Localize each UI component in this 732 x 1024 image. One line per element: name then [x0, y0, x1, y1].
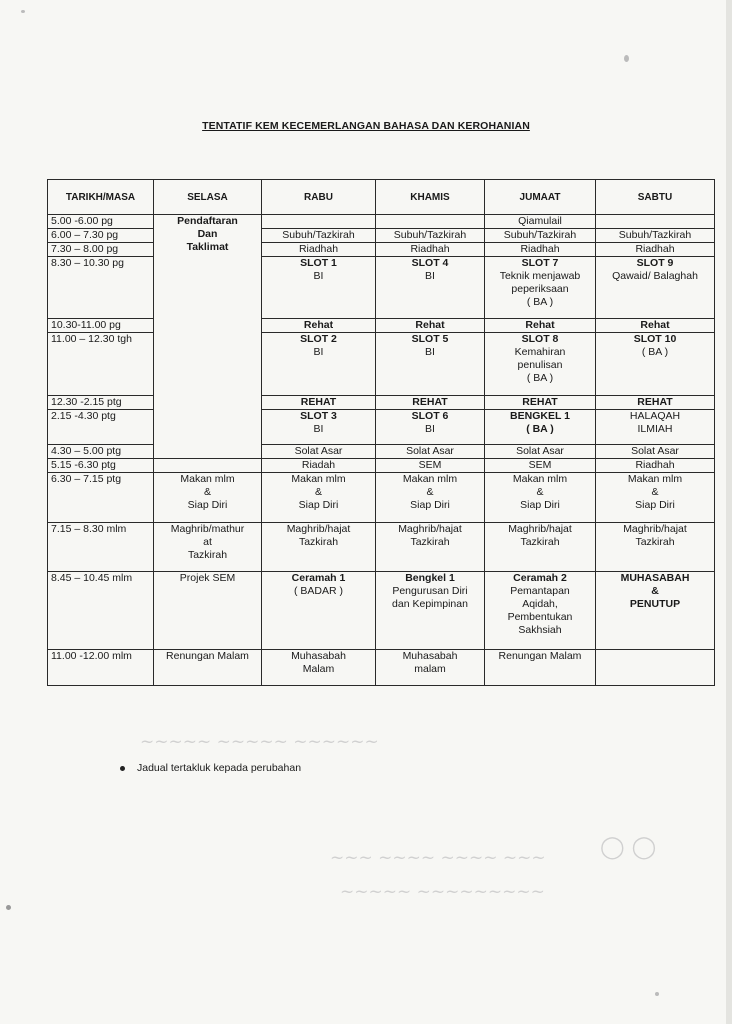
table-row [48, 410, 715, 445]
time-cell: 11.00 -12.00 mlm [48, 650, 154, 686]
cell-line: Maghrib/hajat [623, 523, 687, 535]
cell-line: Rehat [525, 319, 555, 331]
schedule-cell [262, 473, 376, 523]
schedule-cell [262, 229, 376, 243]
schedule-cell [485, 459, 596, 473]
cell-line: Tazkirah [298, 536, 339, 548]
cell-line: Tazkirah [410, 536, 450, 548]
cell-line: & [203, 486, 211, 498]
cell-line: Subuh/Tazkirah [393, 229, 467, 241]
cell-line: Muhasabah [291, 650, 346, 662]
cell-line: Riadhah [635, 459, 675, 471]
schedule-cell [262, 459, 376, 473]
cell-line: SLOT 5 [411, 333, 449, 345]
cell-line: Maghrib/mathur [170, 523, 245, 535]
table-row [48, 215, 715, 229]
schedule-cell [262, 650, 376, 686]
footnote-text: Jadual tertakluk kepada perubahan [137, 762, 302, 774]
cell-line: & [651, 486, 659, 498]
time-cell: 12.30 -2.15 ptg [48, 396, 154, 410]
schedule-cell [376, 257, 485, 319]
cell-line: Makan mlm [627, 473, 683, 485]
schedule-cell [596, 523, 715, 572]
schedule-cell [262, 215, 376, 229]
cell-line: Maghrib/hajat [398, 523, 462, 535]
bleed-through-scribble: ~~~ ~~~~ ~~~~ ~~~ [330, 848, 546, 868]
cell-line: SEM [418, 459, 442, 471]
cell-line: Pemantapan [510, 585, 570, 597]
time-cell: 8.30 – 10.30 pg [48, 257, 154, 319]
header-cell: TARIKH/MASA [48, 180, 154, 215]
cell-line: Riadhah [410, 243, 450, 255]
cell-line: Aqidah, [522, 598, 558, 610]
time-cell: 7.15 – 8.30 mlm [48, 523, 154, 572]
cell-line: REHAT [522, 396, 558, 408]
schedule-cell [485, 396, 596, 410]
cell-line: Makan mlm [180, 473, 235, 485]
table-row [48, 396, 715, 410]
schedule-cell [376, 215, 485, 229]
bleed-through-scribble: ◯ ◯ [600, 835, 657, 860]
bullet-icon [120, 766, 125, 771]
schedule-cell [262, 396, 376, 410]
schedule-cell [485, 243, 596, 257]
table-row [48, 459, 715, 473]
cell-line: Bengkel 1 [405, 572, 455, 584]
cell-line: Siap Diri [635, 499, 675, 511]
schedule-cell [485, 257, 596, 319]
cell-line: Pendaftaran [177, 215, 238, 227]
cell-line: Riadah [301, 459, 336, 471]
schedule-table [47, 179, 715, 686]
time-cell: 5.00 -6.00 pg [48, 215, 154, 229]
schedule-cell [596, 445, 715, 459]
schedule-cell [262, 333, 376, 396]
cell-line: penulisan [517, 359, 563, 371]
schedule-cell [596, 650, 715, 686]
cell-line: HALAQAH [629, 410, 681, 422]
cell-line: Siap Diri [520, 499, 560, 511]
cell-line: REHAT [300, 396, 337, 408]
cell-line: Riadhah [520, 243, 560, 255]
schedule-cell [376, 650, 485, 686]
cell-line: Siap Diri [410, 499, 450, 511]
paper-speck [21, 10, 25, 13]
paper-speck [655, 992, 659, 996]
schedule-cell [485, 229, 596, 243]
schedule-cell [262, 410, 376, 445]
cell-line: Qiamulail [518, 215, 562, 227]
cell-line: Dan [197, 228, 218, 240]
cell-line: Ceramah 1 [291, 572, 346, 584]
cell-line: BI [425, 423, 435, 435]
cell-line: Subuh/Tazkirah [618, 229, 692, 241]
schedule-cell [596, 572, 715, 650]
cell-line: BI [313, 423, 324, 435]
table-row [48, 650, 715, 686]
cell-line: REHAT [412, 396, 448, 408]
cell-line: SLOT 10 [633, 333, 677, 345]
schedule-cell [376, 396, 485, 410]
schedule-cell [154, 473, 262, 523]
schedule-cell [376, 319, 485, 333]
schedule-cell [376, 572, 485, 650]
cell-line: Pembentukan [507, 611, 573, 623]
schedule-cell [596, 396, 715, 410]
schedule-cell [376, 473, 485, 523]
cell-line: SEM [528, 459, 552, 471]
time-cell: 7.30 – 8.00 pg [48, 243, 154, 257]
cell-line: BI [425, 346, 435, 358]
cell-line: SLOT 1 [300, 257, 337, 269]
cell-line: SLOT 4 [411, 257, 449, 269]
schedule-cell [596, 257, 715, 319]
bleed-through-scribble: ~~~~~ ~~~~~ ~~~~~~ [140, 732, 379, 752]
cell-line: Solat Asar [516, 445, 564, 457]
schedule-cell [154, 523, 262, 572]
cell-line: BENGKEL 1 [510, 410, 570, 422]
cell-line: BI [313, 270, 324, 282]
cell-line: Subuh/Tazkirah [282, 229, 355, 241]
schedule-cell [596, 333, 715, 396]
cell-line: Rehat [415, 319, 445, 331]
schedule-cell [376, 445, 485, 459]
header-cell: JUMAAT [485, 180, 596, 215]
cell-line: ILMIAH [637, 423, 673, 435]
cell-line: SLOT 7 [521, 257, 559, 269]
cell-line: SLOT 9 [636, 257, 674, 269]
table-row [48, 333, 715, 396]
schedule-cell [596, 410, 715, 445]
cell-line: Solat Asar [406, 445, 454, 457]
schedule-cell [262, 257, 376, 319]
cell-line: Kemahiran [514, 346, 566, 358]
header-cell: KHAMIS [376, 180, 485, 215]
cell-line: MUHASABAH [620, 572, 690, 584]
cell-line: BI [425, 270, 435, 282]
cell-line: SLOT 2 [300, 333, 337, 345]
cell-line: Tazkirah [520, 536, 560, 548]
cell-line: Malam [302, 663, 335, 675]
cell-line: at [203, 536, 212, 548]
table-row [48, 319, 715, 333]
cell-line: ( BADAR ) [293, 585, 343, 597]
schedule-cell [485, 650, 596, 686]
cell-line: ( BA ) [641, 346, 669, 358]
time-cell: 5.15 -6.30 ptg [48, 459, 154, 473]
cell-line: Projek SEM [179, 572, 236, 584]
cell-line: & [314, 486, 322, 498]
cell-line: PENUTUP [629, 598, 681, 610]
cell-line: SLOT 8 [521, 333, 559, 345]
bleed-through-scribble: ~~~~~ ~~~~~~~~~ [340, 882, 545, 902]
cell-line: ( BA ) [526, 372, 554, 384]
cell-line: Siap Diri [298, 499, 339, 511]
table-row [48, 523, 715, 572]
schedule-cell [262, 319, 376, 333]
cell-line: & [651, 585, 659, 597]
schedule-cell [485, 215, 596, 229]
cell-line: Riadhah [635, 243, 675, 255]
schedule-cell [262, 523, 376, 572]
cell-line: malam [414, 663, 446, 675]
cell-line: Ceramah 2 [513, 572, 567, 584]
schedule-cell [376, 459, 485, 473]
cell-line: Rehat [640, 319, 670, 331]
cell-line: Tazkirah [635, 536, 675, 548]
schedule-cell [262, 445, 376, 459]
time-cell: 11.00 – 12.30 tgh [48, 333, 154, 396]
cell-line: ( BA ) [526, 296, 554, 308]
schedule-cell [596, 459, 715, 473]
header-cell: RABU [262, 180, 376, 215]
table-row [48, 473, 715, 523]
schedule-cell [262, 243, 376, 257]
cell-line: Siap Diri [187, 499, 228, 511]
schedule-cell [485, 523, 596, 572]
table-row [48, 243, 715, 257]
schedule-cell [596, 229, 715, 243]
schedule-cell [596, 473, 715, 523]
cell-line: & [536, 486, 544, 498]
table-row [48, 445, 715, 459]
cell-line: Renungan Malam [498, 650, 582, 662]
cell-line: Pengurusan Diri [392, 585, 468, 597]
paper-speck [624, 55, 629, 62]
schedule-cell [376, 410, 485, 445]
schedule-cell [485, 319, 596, 333]
header-cell: SABTU [596, 180, 715, 215]
schedule-cell [596, 319, 715, 333]
cell-line: peperiksaan [511, 283, 569, 295]
schedule-cell [154, 572, 262, 650]
schedule-cell [485, 333, 596, 396]
cell-line: Makan mlm [291, 473, 346, 485]
cell-line: SLOT 6 [411, 410, 449, 422]
schedule-cell [376, 243, 485, 257]
cell-line: Solat Asar [294, 445, 343, 457]
table-row [48, 229, 715, 243]
cell-line: ( BA ) [526, 423, 554, 435]
schedule-cell [154, 650, 262, 686]
cell-line: Teknik menjawab [499, 270, 581, 282]
cell-line: Tazkirah [187, 549, 228, 561]
cell-line: BI [313, 346, 324, 358]
schedule-cell [485, 473, 596, 523]
cell-line: Riadhah [298, 243, 339, 255]
cell-line: Muhasabah [402, 650, 458, 662]
cell-line: Makan mlm [402, 473, 458, 485]
cell-line: SLOT 3 [300, 410, 337, 422]
cell-line: Qawaid/ Balaghah [612, 270, 698, 282]
header-row [48, 180, 715, 215]
schedule-cell [376, 229, 485, 243]
cell-line: REHAT [637, 396, 673, 408]
cell-line: Rehat [303, 319, 334, 331]
page-title: TENTATIF KEM KECEMERLANGAN BAHASA DAN KEROHANIAN [202, 120, 530, 132]
schedule-cell [485, 572, 596, 650]
schedule-cell [596, 243, 715, 257]
time-cell: 2.15 -4.30 ptg [48, 410, 154, 445]
time-cell: 6.00 – 7.30 pg [48, 229, 154, 243]
cell-line: & [426, 486, 434, 498]
time-cell: 6.30 – 7.15 ptg [48, 473, 154, 523]
table-row [48, 572, 715, 650]
cell-line: dan Kepimpinan [392, 598, 468, 610]
cell-line: Subuh/Tazkirah [503, 229, 577, 241]
cell-line: Maghrib/hajat [508, 523, 572, 535]
selasa-merged-cell [154, 215, 262, 459]
cell-line: Sakhsiah [518, 624, 562, 636]
cell-line: Makan mlm [512, 473, 568, 485]
schedule-cell [262, 572, 376, 650]
cell-line: Taklimat [186, 241, 229, 253]
page-edge [726, 0, 732, 1024]
schedule-cell [485, 445, 596, 459]
schedule-cell [596, 215, 715, 229]
table-row [48, 257, 715, 319]
cell-line: Renungan Malam [166, 650, 249, 662]
time-cell: 8.45 – 10.45 mlm [48, 572, 154, 650]
schedule-cell [376, 333, 485, 396]
schedule-cell [376, 523, 485, 572]
cell-line: Solat Asar [631, 445, 679, 457]
time-cell: 10.30-11.00 pg [48, 319, 154, 333]
paper-speck [6, 905, 11, 910]
schedule-cell [154, 459, 262, 473]
footnote [120, 762, 301, 774]
schedule-cell [485, 410, 596, 445]
cell-line: Maghrib/hajat [286, 523, 351, 535]
time-cell: 4.30 – 5.00 ptg [48, 445, 154, 459]
header-cell: SELASA [154, 180, 262, 215]
